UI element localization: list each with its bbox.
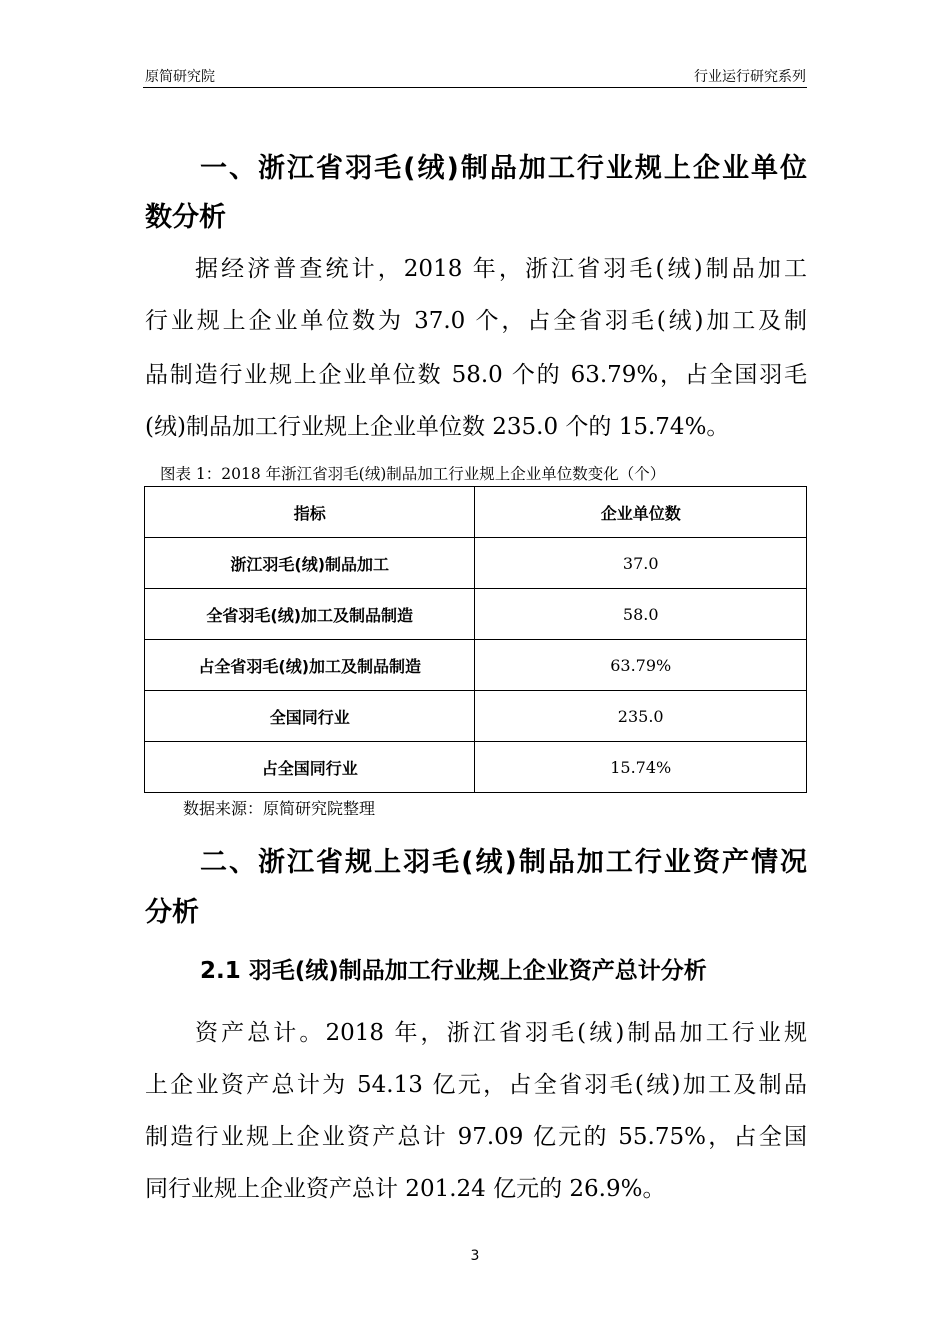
section2-title-line1: 二、浙江省规上羽毛(绒)制品加工行业资产情况 <box>200 847 807 878</box>
value-cell: 37.0 <box>475 538 807 589</box>
table-source: 数据来源：原简研究院整理 <box>183 799 376 818</box>
value-cell: 58.0 <box>475 589 807 640</box>
table-row <box>145 589 807 640</box>
para1-line: 行业规上企业单位数为 37.0 个，占全省羽毛(绒)加工及制 <box>145 308 807 334</box>
header-divider <box>143 87 807 88</box>
value-cell: 15.74% <box>475 742 807 793</box>
para2-line: 同行业规上企业资产总计 201.24 亿元的 26.9%。 <box>145 1176 666 1202</box>
indicator-cell: 全省羽毛(绒)加工及制品制造 <box>145 589 475 640</box>
para1-line: (绒)制品加工行业规上企业单位数 235.0 个的 15.74%。 <box>145 414 730 440</box>
para2-line: 资产总计。2018 年，浙江省羽毛(绒)制品加工行业规 <box>195 1020 807 1046</box>
table-caption: 图表 1：2018 年浙江省羽毛(绒)制品加工行业规上企业单位数变化（个） <box>160 465 666 483</box>
para1-line: 据经济普查统计，2018 年，浙江省羽毛(绒)制品加工 <box>195 256 807 282</box>
indicator-cell: 占全国同行业 <box>145 742 475 793</box>
table-row <box>145 640 807 691</box>
indicator-cell: 浙江羽毛(绒)制品加工 <box>145 538 475 589</box>
section1-title-line1: 一、浙江省羽毛(绒)制品加工行业规上企业单位 <box>200 153 807 184</box>
table-row <box>145 691 807 742</box>
header-cell: 指标 <box>145 487 475 538</box>
header-right: 行业运行研究系列 <box>694 69 806 85</box>
para2-line: 上企业资产总计为 54.13 亿元，占全省羽毛(绒)加工及制品 <box>145 1072 807 1098</box>
value-cell: 235.0 <box>475 691 807 742</box>
para1-line: 品制造行业规上企业单位数 58.0 个的 63.79%，占全国羽毛 <box>145 362 807 388</box>
section2-subtitle: 2.1 羽毛(绒)制品加工行业规上企业资产总计分析 <box>200 958 707 984</box>
data-table <box>144 486 807 793</box>
indicator-cell: 全国同行业 <box>145 691 475 742</box>
table-row <box>145 538 807 589</box>
header-cell: 企业单位数 <box>475 487 807 538</box>
header-left: 原简研究院 <box>145 69 215 85</box>
page-number: 3 <box>470 1248 480 1264</box>
table-row <box>145 742 807 793</box>
para2-line: 制造行业规上企业资产总计 97.09 亿元的 55.75%，占全国 <box>145 1124 807 1150</box>
value-cell: 63.79% <box>475 640 807 691</box>
indicator-cell: 占全省羽毛(绒)加工及制品制造 <box>145 640 475 691</box>
table-header-row <box>145 487 807 538</box>
section2-title-line2: 分析 <box>145 897 199 928</box>
section1-title-line2: 数分析 <box>145 202 226 233</box>
